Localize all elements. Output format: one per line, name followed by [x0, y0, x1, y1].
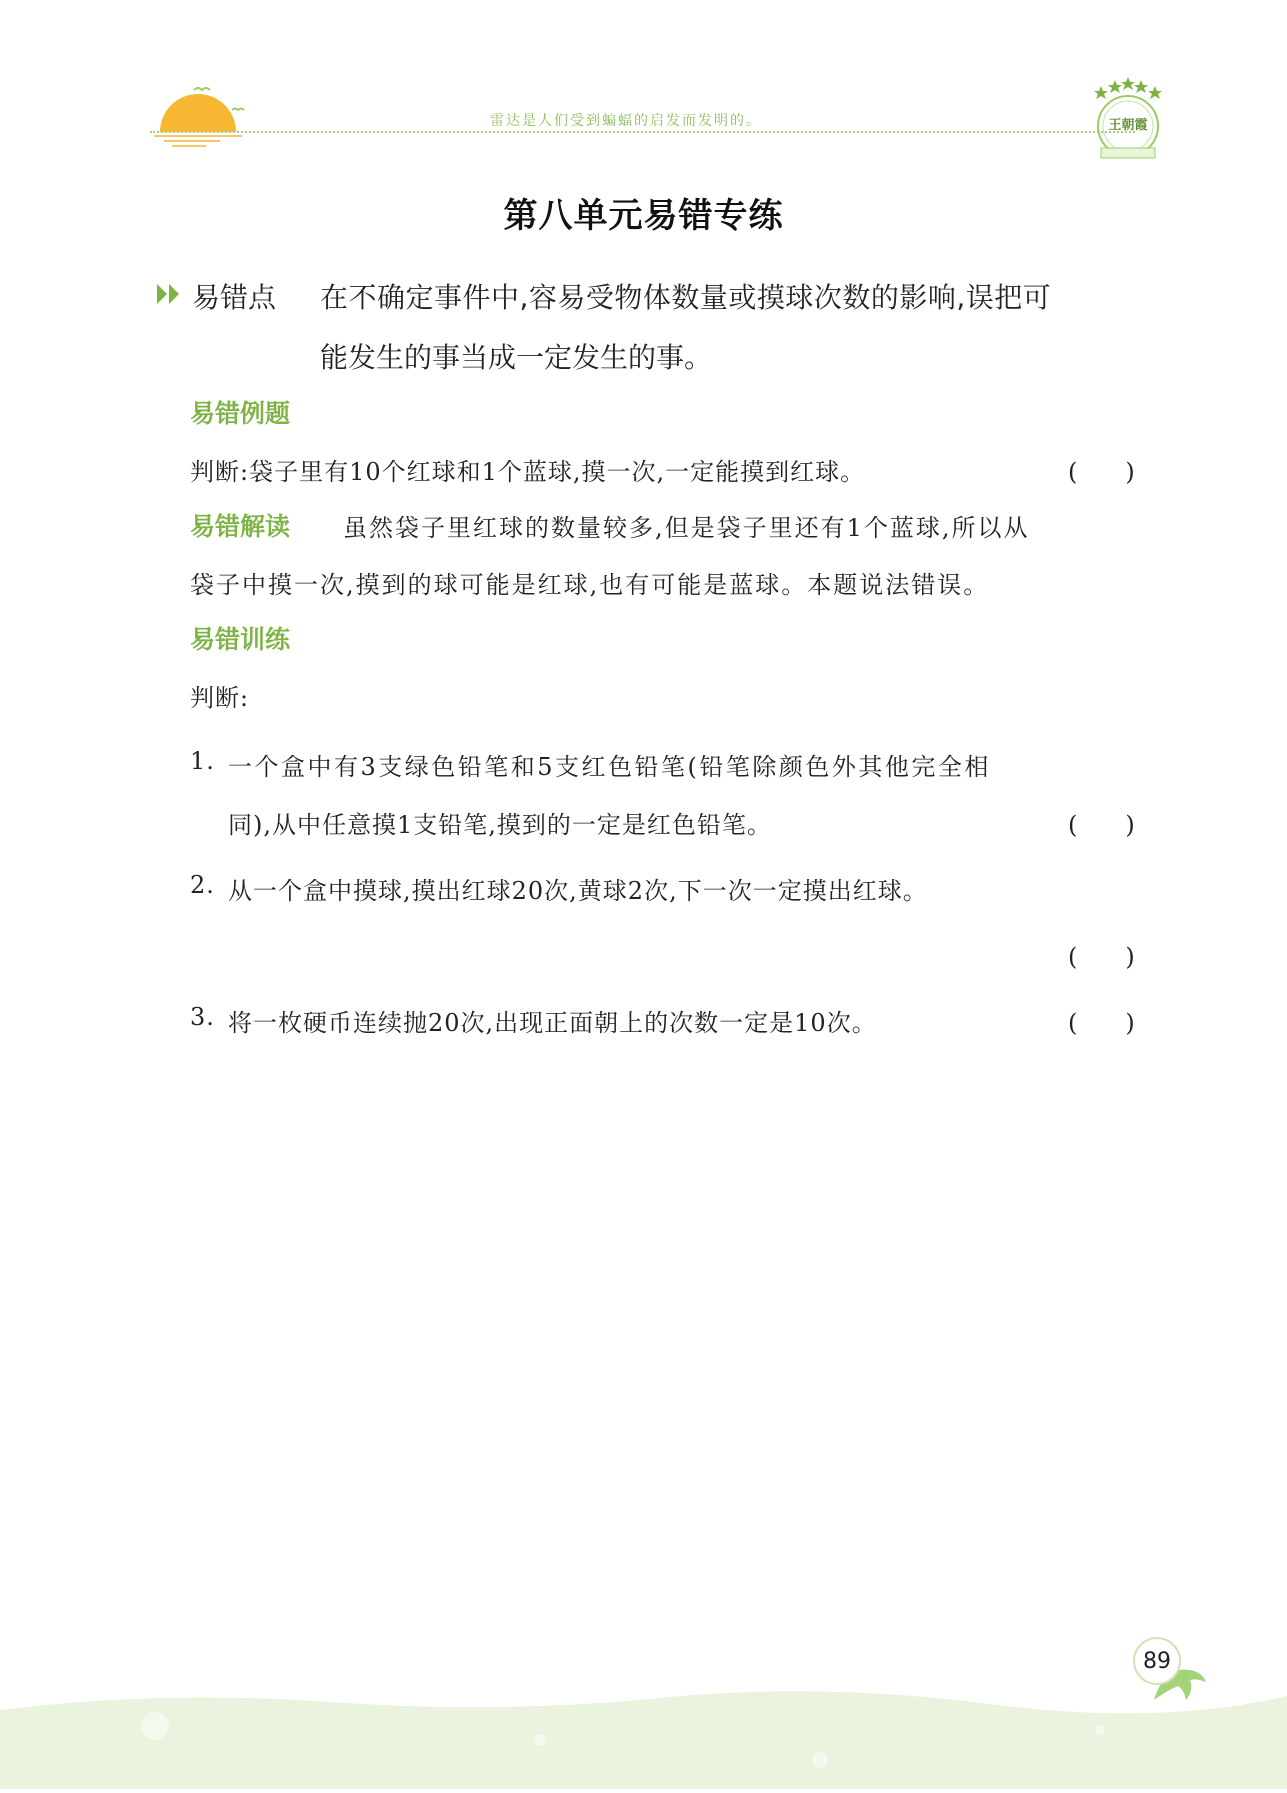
page-number: 89 — [1133, 1637, 1181, 1685]
footer-wave-decoration — [0, 1690, 1287, 1789]
question-1-line-1: 一个盒中有3支绿色铅笔和5支红色铅笔(铅笔除颜色外其他完全相 — [228, 753, 991, 781]
question-2-line-1: 从一个盒中摸球,摸出红球20次,黄球2次,下一次一定摸出红球。 — [228, 877, 928, 905]
interpretation-line-1: 虽然袋子里红球的数量较多,但是袋子里还有1个蓝球,所以从 — [343, 514, 1030, 542]
error-point-line-1: 在不确定事件中,容易受物体数量或摸球次数的影响,误把可 — [320, 281, 1052, 314]
training-intro: 判断: — [190, 684, 250, 712]
question-3-number: 3. — [190, 1003, 215, 1031]
example-question: 判断:袋子里有10个红球和1个蓝球,摸一次,一定能摸到红球。 — [190, 458, 866, 486]
brand-badge-icon — [1087, 76, 1169, 162]
question-1-number: 1. — [190, 747, 215, 775]
question-2-number: 2. — [190, 871, 215, 899]
sun-logo-icon — [150, 80, 250, 150]
header-quote: 雷达是人们受到蝙蝠的启发而发明的。 — [490, 113, 762, 129]
question-2-answer-blank[interactable]: ( ) — [1068, 943, 1135, 971]
header-divider — [150, 131, 1135, 133]
error-point-label: 易错点 — [192, 281, 277, 314]
double-chevron-icon — [157, 282, 185, 306]
error-point-line-2: 能发生的事当成一定发生的事。 — [320, 341, 713, 374]
training-heading: 易错训练 — [190, 625, 291, 654]
example-answer-blank[interactable]: ( ) — [1068, 458, 1135, 486]
interpretation-line-2: 袋子中摸一次,摸到的球可能是红球,也有可能是蓝球。本题说法错误。 — [190, 571, 990, 599]
interpretation-label: 易错解读 — [190, 512, 291, 541]
question-1-line-2: 同),从中任意摸1支铅笔,摸到的一定是红色铅笔。 — [228, 811, 772, 839]
question-3-line-1: 将一枚硬币连续抛20次,出现正面朝上的次数一定是10次。 — [228, 1009, 877, 1037]
brand-logo-text: 王朝霞 — [1108, 118, 1148, 133]
example-heading: 易错例题 — [190, 399, 291, 428]
page-title: 第八单元易错专练 — [503, 196, 784, 236]
question-1-answer-blank[interactable]: ( ) — [1068, 811, 1135, 839]
question-3-answer-blank[interactable]: ( ) — [1068, 1009, 1135, 1037]
